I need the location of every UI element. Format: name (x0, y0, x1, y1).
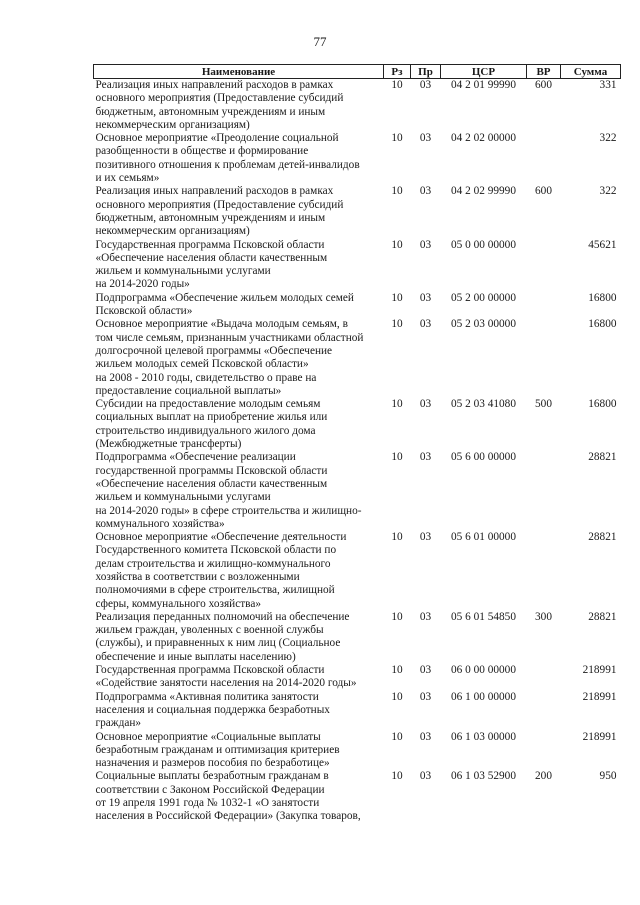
row-vr (527, 691, 561, 731)
row-name-line: Подпрограмма «Обеспечение реализации (95, 451, 296, 464)
row-name-line: на 2008 - 2010 годы, свидетельство о праве на (95, 371, 317, 384)
row-csr: 05 2 00 00000 (451, 291, 516, 304)
row-pr: 03 (419, 770, 432, 783)
row-name-line: жильем молодых семей Псковской области» (95, 358, 309, 371)
row-pr: 03 (419, 291, 432, 304)
row-vr (527, 239, 561, 292)
row-name-line: Государственная программа Псковской области (95, 664, 325, 677)
row-name-line: сферы, коммунального хозяйства» (95, 597, 262, 610)
row-name-line: Государственного комитета Псковской области по (95, 544, 337, 557)
row-sum: 28821 (588, 531, 617, 544)
row-name-line: коммунального хозяйства» (95, 517, 225, 530)
row-pr: 03 (419, 398, 432, 411)
row-name-line: обеспечение и иные выплаты населению) (95, 650, 296, 663)
row-name-line: позитивного отношения к проблемам детей-инвалидов (95, 158, 360, 171)
table-row (94, 531, 621, 611)
table-row (94, 185, 621, 238)
row-pr: 03 (419, 238, 432, 251)
table-row (94, 770, 621, 823)
header-name: Наименование (94, 65, 384, 79)
row-sum: 322 (599, 132, 617, 145)
row-vr: 500 (535, 398, 552, 411)
row-sum: 331 (599, 79, 617, 91)
row-name-line: государственной программы Псковской области (95, 464, 328, 477)
row-name-line: основного мероприятия (Предоставление субсидий (95, 198, 344, 211)
header-csr: ЦСР (441, 65, 527, 79)
row-pr: 03 (419, 318, 432, 331)
row-name (94, 185, 384, 238)
row-name-line: назначения и размеров пособия по безработице» (95, 757, 330, 770)
row-rz: 10 (391, 730, 403, 743)
row-name-line: Псковской области» (95, 305, 193, 318)
row-name-line: Реализация иных направлений расходов в рамках (95, 79, 334, 91)
row-sum: 45621 (588, 238, 617, 251)
row-rz: 10 (391, 770, 403, 783)
row-vr (527, 292, 561, 319)
row-vr: 600 (535, 79, 552, 91)
row-vr (527, 731, 561, 771)
table-row (94, 451, 621, 531)
row-pr: 03 (419, 79, 432, 91)
row-name-line: том числе семьям, признанным участниками областной (95, 331, 364, 344)
row-name-line: «Обеспечение населения области качественным (95, 477, 328, 490)
row-csr: 04 2 02 00000 (451, 132, 516, 145)
row-name-line: населения в Российской Федерации» (Закупка товаров, (95, 810, 361, 823)
row-csr: 05 6 01 54850 (451, 610, 516, 623)
row-rz: 10 (391, 690, 403, 703)
row-name-line: Основное мероприятие «Выдача молодым семьям, в (95, 318, 348, 331)
row-pr: 03 (419, 730, 432, 743)
row-name-line: Подпрограмма «Активная политика занятости (95, 690, 319, 703)
row-csr: 05 2 03 41080 (451, 398, 516, 411)
row-csr: 05 6 00 00000 (451, 451, 516, 464)
row-name (94, 731, 384, 771)
row-vr (527, 664, 561, 691)
row-sum: 950 (599, 770, 617, 783)
row-vr (527, 318, 561, 398)
row-csr: 05 0 00 00000 (451, 238, 516, 251)
row-name-line: жильем и коммунальными услугами (95, 265, 271, 278)
row-name-line: долгосрочной целевой программы «Обеспечение (95, 344, 333, 357)
row-rz: 10 (391, 238, 403, 251)
row-rz: 10 (391, 610, 403, 623)
row-name (94, 611, 384, 664)
row-pr: 03 (419, 132, 432, 145)
row-pr: 03 (419, 185, 432, 198)
row-name-line: Реализация иных направлений расходов в рамках (95, 185, 334, 198)
row-sum: 16800 (588, 398, 617, 411)
row-name-line: Основное мероприятие «Преодоление социальной (95, 132, 339, 145)
row-name-line: строительство индивидуального жилого дома (95, 424, 316, 437)
row-name-line: основного мероприятия (Предоставление субсидий (95, 92, 344, 105)
row-name-line: (Межбюджетные трансферты) (95, 438, 242, 451)
row-sum: 16800 (588, 291, 617, 304)
row-rz: 10 (391, 398, 403, 411)
row-name (94, 451, 384, 531)
row-csr: 06 1 03 00000 (451, 730, 516, 743)
row-csr: 05 2 03 00000 (451, 318, 516, 331)
table-row (94, 398, 621, 451)
row-csr: 06 1 00 00000 (451, 690, 516, 703)
row-pr: 03 (419, 451, 432, 464)
row-name (94, 531, 384, 611)
row-csr: 06 1 03 52900 (451, 770, 516, 783)
header-row (94, 65, 621, 79)
row-name-line: жильем граждан, уволенных с военной службы (95, 624, 324, 637)
table-row (94, 731, 621, 771)
row-name-line: (службы), и приравненных к ним лиц (Социальное (95, 637, 341, 650)
row-pr: 03 (419, 531, 432, 544)
row-rz: 10 (391, 531, 403, 544)
table-body (94, 79, 621, 824)
row-name-line: от 19 апреля 1991 года № 1032-1 «О занятости (95, 797, 320, 810)
table-row (94, 79, 621, 133)
row-name (94, 691, 384, 731)
row-pr: 03 (419, 610, 432, 623)
row-sum: 218991 (582, 690, 617, 703)
header-sum: Сумма (561, 65, 621, 79)
row-vr (527, 451, 561, 531)
page-number: 77 (313, 34, 327, 49)
row-name-line: социальных выплат на приобретение жилья или (95, 411, 328, 424)
row-rz: 10 (391, 185, 403, 198)
row-pr: 03 (419, 690, 432, 703)
row-rz: 10 (391, 79, 403, 91)
row-name-line: бюджетным, автономным учреждениям и иным (95, 105, 326, 118)
row-name-line: Социальные выплаты безработным гражданам в (95, 770, 329, 783)
row-name-line: граждан» (95, 717, 142, 730)
row-name-line: безработным гражданам и оптимизация критериев (95, 743, 340, 756)
row-name-line: на 2014-2020 годы» в сфере строительства и жилищно- (95, 504, 362, 517)
row-name-line: Субсидии на предоставление молодым семьям (95, 398, 321, 411)
row-name-line: полномочиями в сфере строительства, жилищной (95, 584, 335, 597)
row-name-line: делам строительства и жилищно-коммунального (95, 557, 331, 570)
row-sum: 16800 (588, 318, 617, 331)
row-name-line: некоммерческим организациям) (95, 225, 250, 238)
table-row (94, 664, 621, 691)
header-vr: ВР (527, 65, 561, 79)
row-name-line: и их семьям» (95, 172, 160, 185)
row-vr: 600 (535, 185, 552, 198)
row-name-line: Реализация переданных полномочий на обеспечение (95, 610, 350, 623)
row-name-line: Подпрограмма «Обеспечение жильем молодых семей (95, 291, 354, 304)
row-vr (527, 132, 561, 185)
table-header (94, 65, 621, 79)
row-sum: 322 (599, 185, 617, 198)
row-sum: 28821 (588, 451, 617, 464)
table-row (94, 132, 621, 185)
row-name (94, 770, 384, 823)
row-name (94, 398, 384, 451)
row-name-line: Государственная программа Псковской области (95, 238, 325, 251)
row-name-line: Основное мероприятие «Социальные выплаты (95, 730, 321, 743)
row-rz: 10 (391, 318, 403, 331)
row-csr: 04 2 02 99990 (451, 185, 516, 198)
row-name-line: соответствии с Законом Российской Федерации (95, 783, 325, 796)
row-name-line: хозяйства в соответствии с возложенными (95, 570, 300, 583)
row-sum: 218991 (582, 730, 617, 743)
row-name-line: жильем и коммунальными услугами (95, 491, 271, 504)
row-vr: 200 (535, 770, 552, 783)
row-csr: 04 2 01 99990 (451, 79, 516, 91)
row-sum: 218991 (582, 664, 617, 677)
table-row (94, 691, 621, 731)
row-csr: 05 6 01 00000 (451, 531, 516, 544)
row-name-line: некоммерческим организациям) (95, 118, 250, 131)
row-name-line: «Обеспечение населения области качественным (95, 251, 328, 264)
row-sum: 28821 (588, 610, 617, 623)
table-row (94, 239, 621, 292)
row-name-line: на 2014-2020 годы» (95, 278, 190, 291)
header-pr: Пр (411, 65, 441, 79)
row-rz: 10 (391, 664, 403, 677)
header-rz: Рз (384, 65, 411, 79)
row-rz: 10 (391, 451, 403, 464)
row-name (94, 292, 384, 319)
row-name-line: разобщенности в обществе и формирование (95, 145, 309, 158)
table-row (94, 318, 621, 398)
row-name (94, 132, 384, 185)
budget-table (93, 64, 621, 824)
row-rz: 10 (391, 132, 403, 145)
row-vr: 300 (535, 610, 552, 623)
row-vr (527, 531, 561, 611)
row-pr: 03 (419, 664, 432, 677)
table-row (94, 292, 621, 319)
row-name-line: Основное мероприятие «Обеспечение деятельности (95, 531, 347, 544)
row-name (94, 664, 384, 691)
table-row (94, 611, 621, 664)
row-csr: 06 0 00 00000 (451, 664, 516, 677)
row-name-line: предоставление социальной выплаты» (95, 384, 282, 397)
row-rz: 10 (391, 291, 403, 304)
row-name (94, 318, 384, 398)
row-name (94, 239, 384, 292)
row-name-line: «Содействие занятости населения на 2014-2020 годы» (95, 677, 357, 690)
row-name-line: бюджетным, автономным учреждениям и иным (95, 211, 326, 224)
row-name (94, 79, 384, 133)
row-name-line: населения и социальная поддержка безработных (95, 703, 330, 716)
